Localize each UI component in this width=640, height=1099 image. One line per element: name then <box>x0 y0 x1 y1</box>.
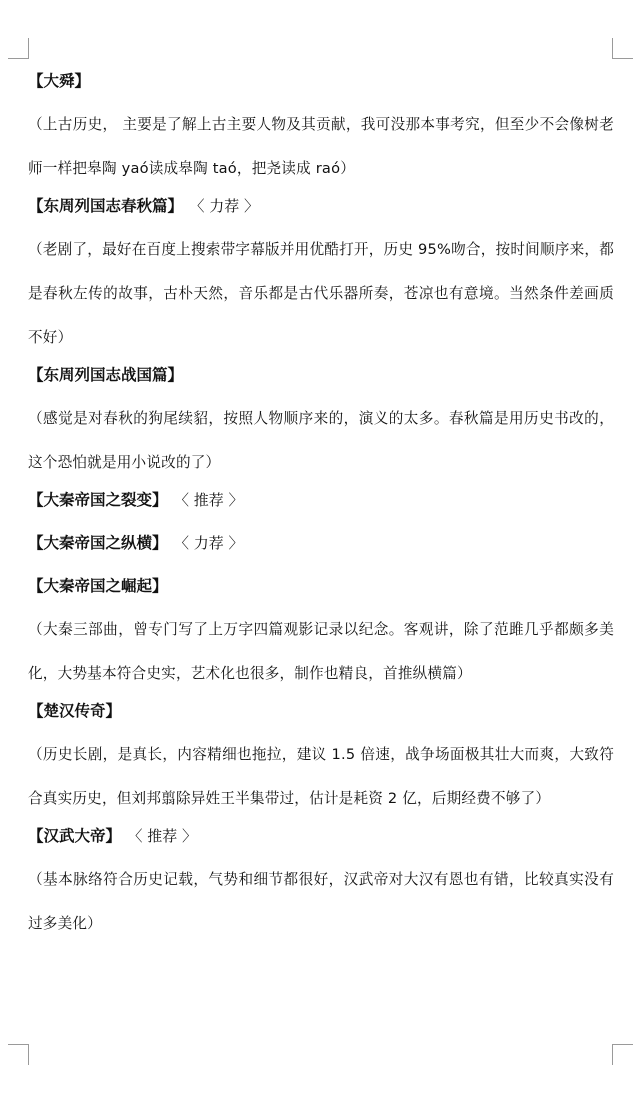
page-corner-mark-top-left <box>8 38 29 59</box>
entry-hanwu-dadi <box>28 821 614 946</box>
page-corner-mark-top-right <box>612 38 633 59</box>
entry-daqin-zongheng <box>28 528 614 558</box>
entry-title-row <box>28 571 614 601</box>
entry-title: 【大秦帝国之裂变】 <box>28 491 168 509</box>
document-body <box>28 66 614 946</box>
entry-rating-tag: 〈 力荐 〉 <box>197 197 260 215</box>
entry-description: （大秦三部曲，曾专门写了上万字四篇观影记录以纪念。客观讲，除了范雎几乎都颇多美化，大势基本符合史实，艺术化也很多，制作也精良，首推纵横篇） <box>28 621 614 682</box>
entry-title-row <box>28 66 614 96</box>
entry-dongzhou-chunqiu <box>28 191 614 360</box>
entry-title: 【楚汉传奇】 <box>28 702 122 720</box>
entry-description: （上古历史， 主要是了解上古主要人物及其贡献，我可没那本事考究，但至少不会像树老师一样把皋陶 yaó读成皋陶 taó，把尧读成 raó） <box>28 116 614 177</box>
entry-title-row <box>28 360 614 390</box>
entry-daqin-liebian <box>28 485 614 515</box>
entry-title-row <box>28 485 614 515</box>
entry-description: （历史长剧，是真长，内容精细也拖拉，建议 1.5 倍速，战争场面极其壮大而爽，大致符合真实历史，但刘邦翦除异姓王半集带过，估计是耗资 2 亿，后期经费不够了） <box>28 746 614 807</box>
entry-title: 【东周列国志春秋篇】 <box>28 197 184 215</box>
entry-description: （感觉是对春秋的狗尾续貂，按照人物顺序来的，演义的太多。春秋篇是用历史书改的，这个恐怕就是用小说改的了） <box>28 410 614 471</box>
entry-dashun <box>28 66 614 191</box>
entry-description: （基本脉络符合历史记载，气势和细节都很好，汉武帝对大汉有恩也有错，比较真实没有过多美化） <box>28 871 614 932</box>
page-corner-mark-bottom-right <box>612 1044 633 1065</box>
entry-dongzhou-zhanguo <box>28 360 614 485</box>
entry-title-row <box>28 191 614 221</box>
entry-chuhan-chuanqi <box>28 696 614 821</box>
entry-daqin-jueqi <box>28 571 614 696</box>
entry-title-row <box>28 528 614 558</box>
entry-title: 【大秦帝国之纵横】 <box>28 534 168 552</box>
entry-rating-tag: 〈 推荐 〉 <box>181 491 244 509</box>
entry-title: 【大秦帝国之崛起】 <box>28 577 168 595</box>
entry-title-row <box>28 821 614 851</box>
entry-rating-tag: 〈 推荐 〉 <box>135 827 198 845</box>
entry-title: 【大舜】 <box>28 72 91 90</box>
entry-title: 【东周列国志战国篇】 <box>28 366 184 384</box>
entry-description: （老剧了，最好在百度上搜索带字幕版并用优酷打开，历史 95%吻合，按时间顺序来，都是春秋左传的故事，古朴天然，音乐都是古代乐器所奏，苍凉也有意境。当然条件差画质不好） <box>28 241 614 346</box>
entry-rating-tag: 〈 力荐 〉 <box>181 534 244 552</box>
entry-title: 【汉武大帝】 <box>28 827 122 845</box>
entry-title-row <box>28 696 614 726</box>
page-corner-mark-bottom-left <box>8 1044 29 1065</box>
